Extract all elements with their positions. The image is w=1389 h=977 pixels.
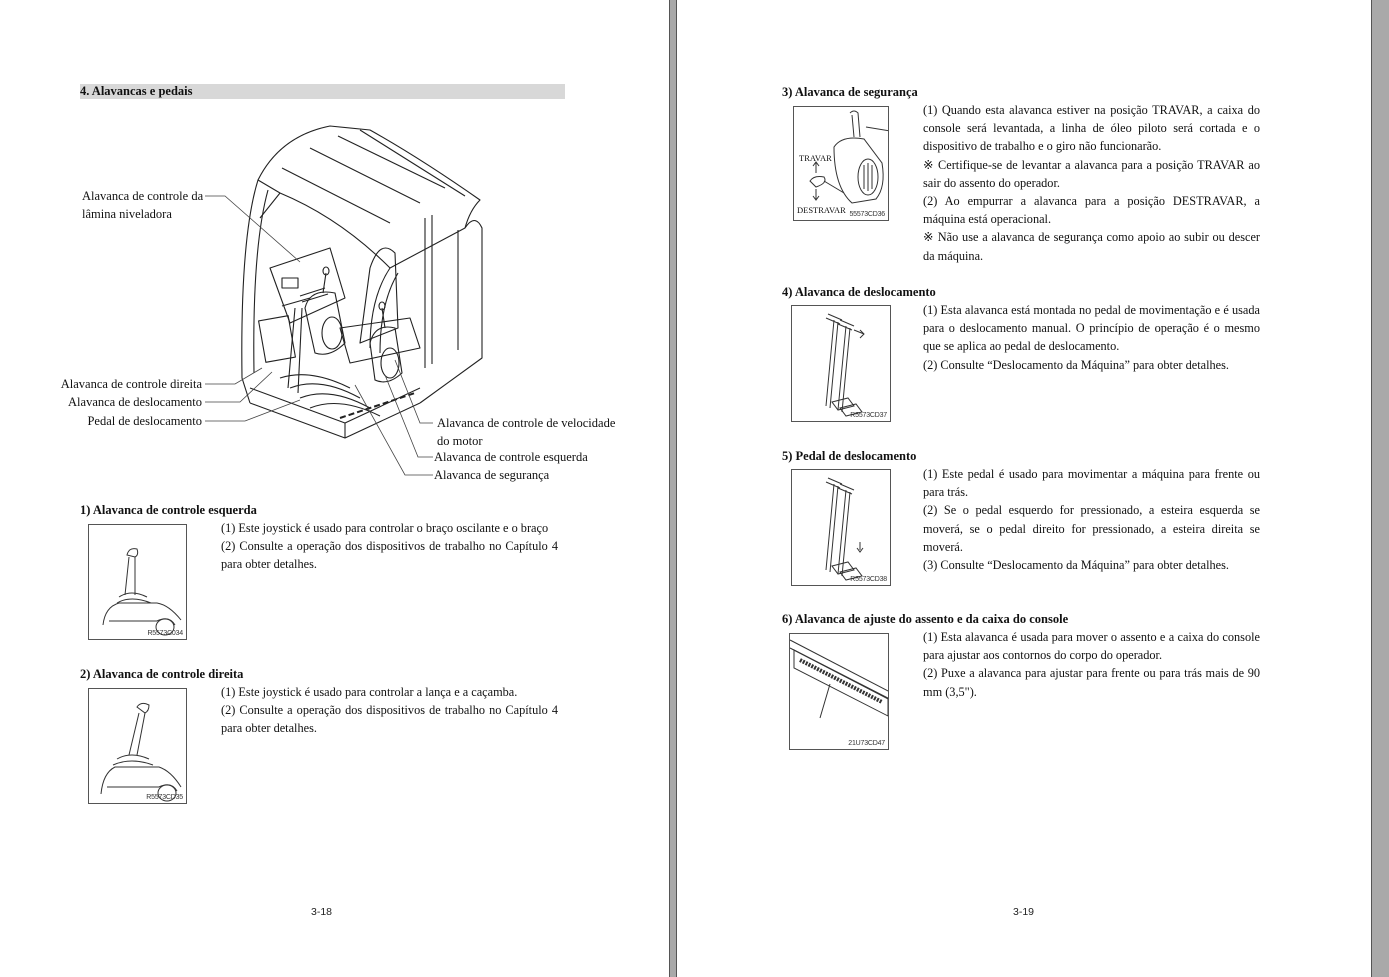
paragraph: (1) Esta alavanca está montada no pedal de movimentação e é usada para o deslocamento manual. O princípio de operação é o mesmo que se aplica ao pedal de deslocamento. — [923, 303, 1260, 354]
label-safety-lever: Alavanca de segurança — [434, 468, 550, 482]
label-line: do motor — [437, 434, 483, 448]
figure-code: R5573CD38 — [850, 576, 887, 583]
figure-travel-pedal — [791, 469, 891, 586]
label-line: Alavanca de controle da — [82, 189, 204, 203]
paragraph: (1) Quando esta alavanca estiver na posição TRAVAR, a caixa do console será levantada, a linha de óleo piloto será cortada e o dispositivo de trabalho e o giro não funcionarão. — [923, 103, 1260, 154]
item-description — [923, 628, 1260, 701]
item-heading: 2) Alavanca de controle direita — [80, 667, 244, 681]
paragraph: (2) Ao empurrar a alavanca para a posição DESTRAVAR, a máquina está operacional. — [923, 194, 1260, 227]
travel-pedal-icon — [792, 470, 891, 586]
label-right-control-lever: Alavanca de controle direita — [60, 377, 202, 391]
figure-seat-adjust-lever — [789, 633, 889, 750]
joystick-icon — [89, 525, 187, 640]
figure-travel-lever — [791, 305, 891, 422]
paragraph: (2) Consulte “Deslocamento da Máquina” para obter detalhes. — [923, 357, 1229, 372]
viewer-background-edge — [1371, 0, 1389, 977]
label-engine-speed-lever — [437, 414, 615, 450]
joystick-icon — [89, 689, 187, 804]
item-heading: 3) Alavanca de segurança — [782, 85, 918, 99]
paragraph: (1) Esta alavanca é usada para mover o assento e a caixa do console para ajustar aos contornos do corpo do operador. — [923, 630, 1260, 663]
page-separator — [669, 0, 677, 977]
item-description — [923, 301, 1260, 374]
item-heading: 5) Pedal de deslocamento — [782, 449, 917, 463]
label-left-control-lever: Alavanca de controle esquerda — [434, 450, 588, 464]
label-line: Alavanca de controle de velocidade — [437, 416, 616, 430]
figure-label-unlock: DESTRAVAR — [797, 205, 846, 215]
travel-lever-icon — [792, 306, 891, 422]
figure-code: 55573CD36 — [849, 211, 885, 218]
paragraph: ※ Não use a alavanca de segurança como apoio ao subir ou descer da máquina. — [923, 230, 1260, 263]
item-description — [221, 683, 558, 738]
figure-right-joystick — [88, 688, 187, 804]
safety-lever-icon — [794, 107, 889, 221]
paragraph: (3) Consulte “Deslocamento da Máquina” para obter detalhes. — [923, 558, 1229, 573]
figure-code: R5573CD35 — [146, 794, 183, 801]
label-line: lâmina niveladora — [82, 207, 172, 221]
paragraph: (1) Este joystick é usado para controlar a lança e a caçamba. — [221, 685, 518, 699]
paragraph: (1) Este pedal é usado para movimentar a máquina para frente ou para trás. — [923, 467, 1260, 500]
item-description — [923, 101, 1260, 265]
figure-code: R5573C034 — [147, 630, 183, 637]
figure-left-joystick — [88, 524, 187, 640]
paragraph: (1) Este joystick é usado para controlar o braço oscilante e o braço — [221, 521, 549, 535]
figure-code: 21U73CD47 — [848, 740, 885, 747]
item-description — [221, 519, 558, 574]
item-heading: 6) Alavanca de ajuste do assento e da caixa do console — [782, 612, 1069, 626]
label-blade-control-lever — [82, 187, 203, 223]
paragraph: (2) Puxe a alavanca para ajustar para frente ou para trás mais de 90 mm (3,5"). — [923, 666, 1260, 699]
item-description — [923, 465, 1260, 574]
figure-safety-lever — [793, 106, 889, 221]
paragraph: (2) Se o pedal esquerdo for pressionado, a esteira esquerda se moverá, se o pedal direito for pressionado, a esteira direita se moverá. — [923, 503, 1260, 554]
item-heading: 1) Alavanca de controle esquerda — [80, 503, 257, 517]
section-title: 4. Alavancas e pedais — [80, 84, 193, 98]
figure-code: R5573CD37 — [850, 412, 887, 419]
paragraph: ※ Certifique-se de levantar a alavanca para a posição TRAVAR ao sair do assento do operador. — [923, 157, 1260, 190]
item-heading: 4) Alavanca de deslocamento — [782, 285, 936, 299]
document-page-right — [677, 0, 1371, 977]
paragraph: (2) Consulte a operação dos dispositivos de trabalho no Capítulo 4 para obter detalhes. — [221, 703, 558, 736]
seat-rail-icon — [790, 634, 889, 750]
page-number: 3-18 — [311, 906, 333, 918]
document-page-left — [0, 0, 669, 977]
page-number: 3-19 — [1013, 906, 1035, 918]
paragraph: (2) Consulte a operação dos dispositivos de trabalho no Capítulo 4 para obter detalhes. — [221, 539, 558, 572]
label-travel-lever: Alavanca de deslocamento — [68, 395, 202, 409]
figure-label-lock: TRAVAR — [799, 153, 832, 163]
label-travel-pedal: Pedal de deslocamento — [87, 414, 202, 428]
